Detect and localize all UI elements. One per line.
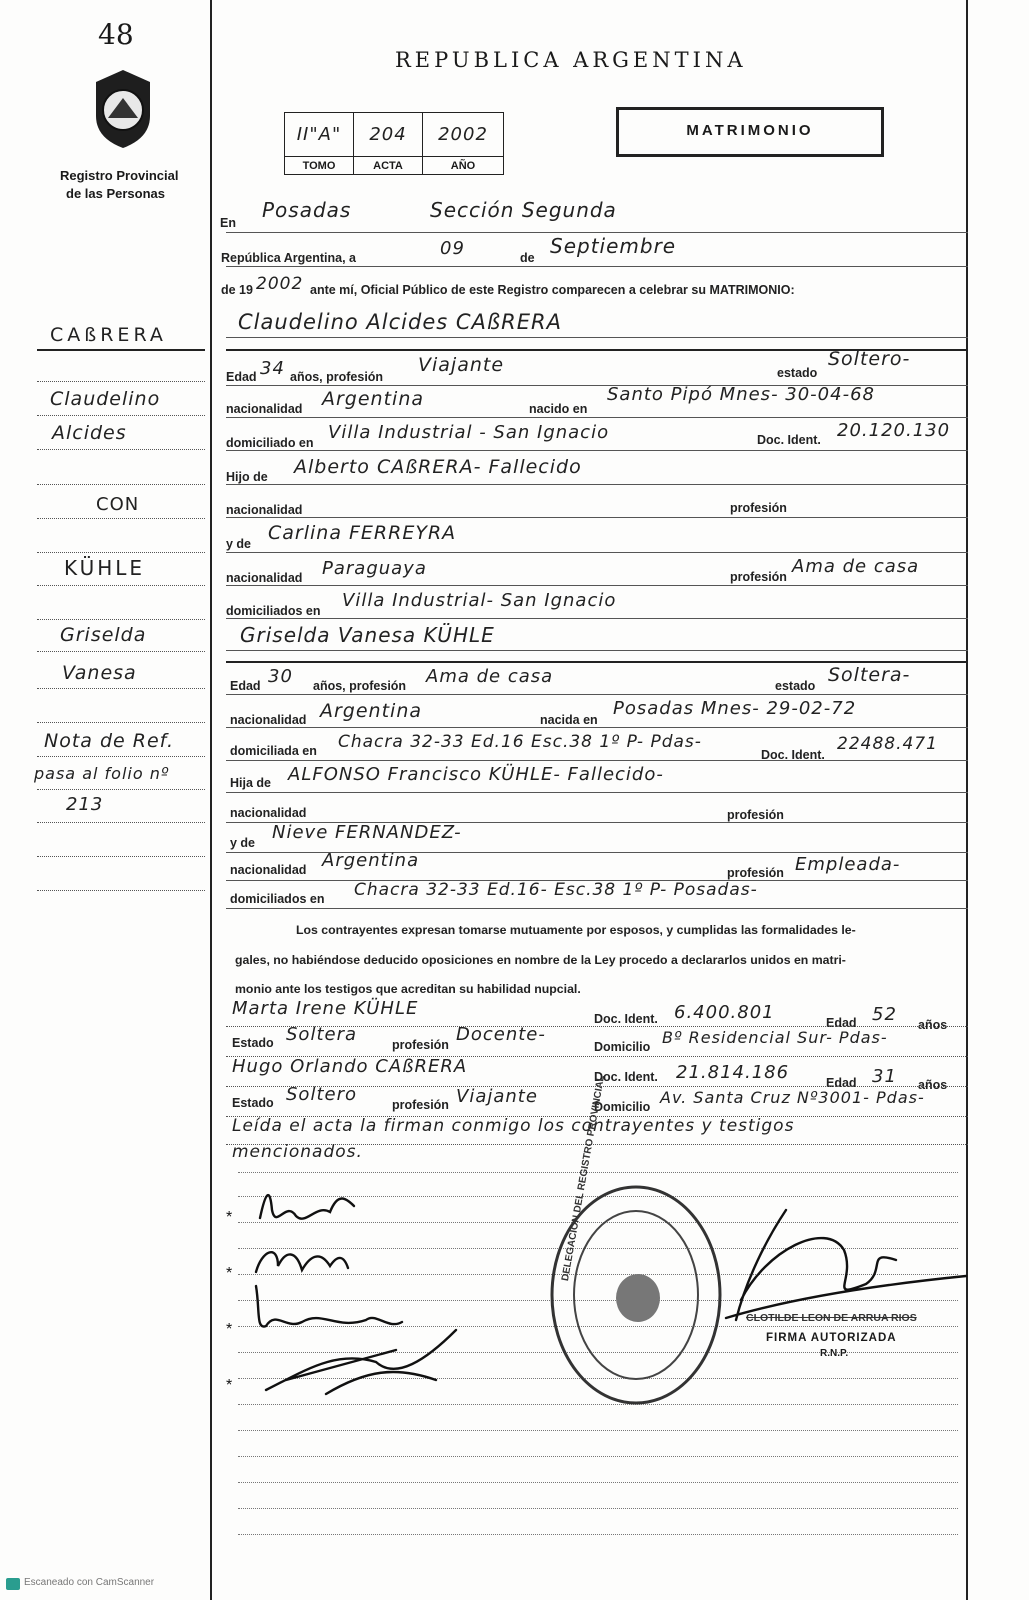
margin-rule-8 [37, 585, 205, 586]
acta-value: 204 [369, 124, 407, 145]
groom-mother-nat: Paraguaya [322, 558, 427, 579]
witness1-age: 52 [872, 1004, 897, 1025]
city-value: Posadas [262, 198, 352, 222]
margin-rule-2 [37, 381, 205, 382]
bride-doc: 22488.471 [837, 734, 938, 754]
bride-nationality: Argentina [320, 700, 423, 722]
groom-mother-prof-label: profesión [730, 570, 787, 584]
declaration-line-1: Los contrayentes expresan tomarse mutuamente por esposos, y cumplidas las formalidades le- [296, 923, 856, 937]
rule-14 [226, 727, 968, 728]
witness2-age: 31 [872, 1066, 897, 1087]
year-prefix: de 19 [221, 283, 253, 297]
year-value: 2002 [256, 274, 304, 294]
margin-given2b: Vanesa [62, 662, 137, 684]
witness2-dom-label: Domicilio [594, 1100, 651, 1114]
bride-mother: Nieve FERNANDEZ- [272, 822, 462, 843]
groom-domicile: Villa Industrial - San Ignacio [328, 422, 610, 443]
svg-text:*: * [226, 1321, 233, 1338]
groom-estado-label: estado [777, 366, 818, 380]
bride-father-label: Hija de [230, 776, 271, 790]
witness1-domicile: Bº Residencial Sur- Pdas- [662, 1028, 888, 1047]
groom-parents-dom-label: domiciliados en [226, 604, 321, 618]
tomo-label: TOMO [285, 157, 354, 175]
witness1-profession: Docente- [456, 1024, 546, 1045]
margin-surname1: CAßRERA [50, 324, 167, 346]
sig-rule-11 [238, 1430, 958, 1431]
bride-age: 30 [268, 666, 293, 687]
bride-domicile: Chacra 32-33 Ed.16 Esc.38 1º P- Pdas- [338, 732, 702, 752]
rule-6 [226, 450, 968, 451]
witness1-doc-label: Doc. Ident. [594, 1012, 658, 1026]
witness2-profession: Viajante [456, 1086, 538, 1107]
doc-type-box [616, 107, 884, 157]
rule-12 [226, 650, 968, 651]
witness2-estado: Soltero [286, 1084, 357, 1105]
rep-label: República Argentina, a [221, 251, 356, 265]
witness1-edad-label: Edad [826, 1016, 857, 1030]
witness2-estado-label: Estado [232, 1096, 274, 1110]
rule-7 [226, 484, 968, 485]
section-value: Sección Segunda [430, 198, 617, 222]
rule-13 [226, 694, 968, 695]
witness2-doc: 21.814.186 [676, 1062, 790, 1083]
bride-mother-nat: Argentina [322, 850, 420, 871]
bride-father-nac-label: nacionalidad [230, 806, 307, 820]
witness1-name: Marta Irene KÜHLE [232, 998, 419, 1019]
groom-dom-label: domiciliado en [226, 436, 314, 450]
groom-prof-label: años, profesión [290, 370, 384, 384]
stamp-text: DELEGACION DEL REGISTRO PROVINCIAL [560, 1074, 608, 1282]
bride-nacida-label: nacida en [540, 713, 598, 727]
day-value: 09 [440, 238, 465, 259]
closing-line-1: Leída el acta la firman conmigo los contrayentes y testigos [232, 1116, 795, 1136]
groom-edad-label: Edad [226, 370, 257, 384]
rule-5 [226, 417, 968, 418]
groom-mother-label: y de [226, 537, 252, 551]
margin-rule-6 [37, 518, 205, 519]
margin-note-3: 213 [66, 794, 104, 815]
camscanner-badge-icon [6, 1578, 20, 1590]
footer-text: Escaneado con CamScanner [24, 1577, 155, 1588]
bride-father: ALFONSO Francisco KÜHLE- Fallecido- [288, 764, 664, 785]
bride-birth: Posadas Mnes- 29-02-72 [613, 698, 857, 719]
rule-10 [226, 585, 968, 586]
groom-nacido-label: nacido en [529, 402, 588, 416]
groom-doc: 20.120.130 [837, 420, 951, 441]
margin-given2a: Griselda [60, 624, 147, 646]
witness1-dom-label: Domicilio [594, 1040, 651, 1054]
rule-3 [226, 337, 968, 338]
margin-rule-7 [37, 552, 205, 553]
margin-rule-1 [37, 349, 205, 351]
margin-rule-5 [37, 484, 205, 485]
volume-box [284, 112, 504, 175]
margin-rule-3 [37, 415, 205, 416]
rule-bride-sep [226, 661, 968, 663]
rule-16 [226, 792, 968, 793]
registry-label-1: Registro Provincial [60, 168, 179, 183]
groom-nationality: Argentina [322, 388, 425, 410]
witness1-doc: 6.400.801 [674, 1002, 775, 1023]
bride-mother-nac-label: nacionalidad [230, 863, 307, 877]
official-title: FIRMA AUTORIZADA [766, 1332, 897, 1344]
rule-9 [226, 552, 968, 553]
groom-mother: Carlina FERREYRA [268, 522, 457, 544]
margin-rule-4 [37, 449, 205, 450]
svg-text:*: * [226, 1377, 233, 1394]
month-value: Septiembre [550, 234, 677, 258]
groom-mother-prof: Ama de casa [792, 556, 920, 577]
declaration-line-2: gales, no habiéndose deducido oposiciones en nombre de la Ley procedo a declararlos unidos en matri- [235, 953, 846, 967]
left-divider [210, 0, 212, 1600]
margin-rule-10 [37, 651, 205, 652]
sig-rule-13 [238, 1482, 958, 1483]
bride-mother-label: y de [230, 836, 256, 850]
margin-note-1: Nota de Ref. [44, 730, 175, 752]
en-label: En [220, 216, 236, 230]
svg-text:*: * [226, 1265, 233, 1282]
margin-rule-13 [37, 756, 205, 757]
closing-line-2: mencionados. [232, 1142, 363, 1162]
margin-rule-15 [37, 822, 205, 823]
country-title: REPUBLICA ARGENTINA [395, 48, 747, 72]
rule-1 [226, 232, 968, 233]
bride-estado: Soltera- [828, 664, 911, 686]
bride-prof-label: años, profesión [313, 679, 407, 693]
margin-rule-14 [37, 789, 205, 790]
margin-note-2: pasa al folio nº [34, 764, 170, 783]
witness2-anos-label: años [918, 1078, 948, 1092]
bride-estado-label: estado [775, 679, 816, 693]
bride-edad-label: Edad [230, 679, 261, 693]
margin-surname2: KÜHLE [64, 556, 146, 580]
witness1-estado-label: Estado [232, 1036, 274, 1050]
bride-nac-label: nacionalidad [230, 713, 307, 727]
registry-label-2: de las Personas [66, 186, 165, 201]
bride-dom-label: domiciliada en [230, 744, 317, 758]
margin-con: CON [96, 494, 140, 515]
intro-statement: ante mí, Oficial Público de este Registro comparecen a celebrar su MATRIMONIO: [310, 283, 795, 297]
registry-seal-icon [88, 68, 158, 155]
bride-mother-prof-label: profesión [727, 866, 784, 880]
sig-rule-12 [238, 1456, 958, 1457]
bride-doc-label: Doc. Ident. [761, 748, 825, 762]
bride-parents-dom: Chacra 32-33 Ed.16- Esc.38 1º P- Posadas- [354, 880, 758, 900]
official-sub: R.N.P. [820, 1348, 849, 1359]
declaration-line-3: monio ante los testigos que acreditan su habilidad nupcial. [235, 982, 581, 996]
margin-given1b: Alcides [52, 422, 127, 444]
groom-father-label: Hijo de [226, 470, 268, 484]
groom-profession: Viajante [418, 354, 505, 376]
margin-rule-17 [37, 890, 205, 891]
groom-age: 34 [260, 358, 285, 379]
bride-parents-dom-label: domiciliados en [230, 892, 325, 906]
rule-15 [226, 760, 968, 761]
bride-name: Griselda Vanesa KÜHLE [240, 623, 495, 647]
margin-rule-11 [37, 688, 205, 689]
witness2-doc-label: Doc. Ident. [594, 1070, 658, 1084]
rule-2 [226, 266, 968, 267]
margin-given1a: Claudelino [50, 388, 161, 410]
sig-rule-15 [238, 1534, 958, 1535]
doc-type: MATRIMONIO [686, 122, 814, 139]
de-label: de [520, 251, 535, 265]
bride-father-prof-label: profesión [727, 808, 784, 822]
witness1-anos-label: años [918, 1018, 948, 1032]
anio-value: 2002 [438, 124, 488, 145]
groom-father: Alberto CAßRERA- Fallecido [294, 456, 582, 478]
groom-estado: Soltero- [828, 348, 911, 370]
groom-parents-dom: Villa Industrial- San Ignacio [342, 590, 617, 611]
groom-father-nac-label: nacionalidad [226, 503, 303, 517]
anio-label: AÑO [423, 157, 504, 175]
witness2-name: Hugo Orlando CAßRERA [232, 1056, 468, 1077]
groom-birth: Santo Pipó Mnes- 30-04-68 [607, 384, 875, 405]
sig-rule-1 [238, 1172, 958, 1173]
sig-rule-14 [238, 1508, 958, 1509]
bride-mother-prof: Empleada- [795, 854, 901, 875]
svg-text:*: * [226, 1209, 233, 1226]
rule-11 [226, 618, 968, 619]
margin-rule-9 [37, 619, 205, 620]
groom-name: Claudelino Alcides CAßRERA [238, 310, 562, 334]
page-number: 48 [98, 18, 134, 51]
witness2-edad-label: Edad [826, 1076, 857, 1090]
witness2-prof-label: profesión [392, 1098, 449, 1112]
groom-doc-label: Doc. Ident. [757, 433, 821, 447]
tomo-value: II"A" [296, 124, 342, 145]
groom-father-prof-label: profesión [730, 501, 787, 515]
witness1-prof-label: profesión [392, 1038, 449, 1052]
rule-8 [226, 517, 968, 518]
rule-20 [226, 908, 968, 909]
witness1-estado: Soltera [286, 1024, 358, 1045]
margin-rule-12 [37, 722, 205, 723]
witness2-domicile: Av. Santa Cruz Nº3001- Pdas- [660, 1088, 925, 1107]
groom-mother-nac-label: nacionalidad [226, 571, 303, 585]
acta-label: ACTA [354, 157, 423, 175]
official-name: CLOTILDE LEON DE ARRUA RIOS [746, 1312, 917, 1324]
margin-rule-16 [37, 856, 205, 857]
groom-nac-label: nacionalidad [226, 402, 303, 416]
bride-profession: Ama de casa [426, 666, 554, 687]
